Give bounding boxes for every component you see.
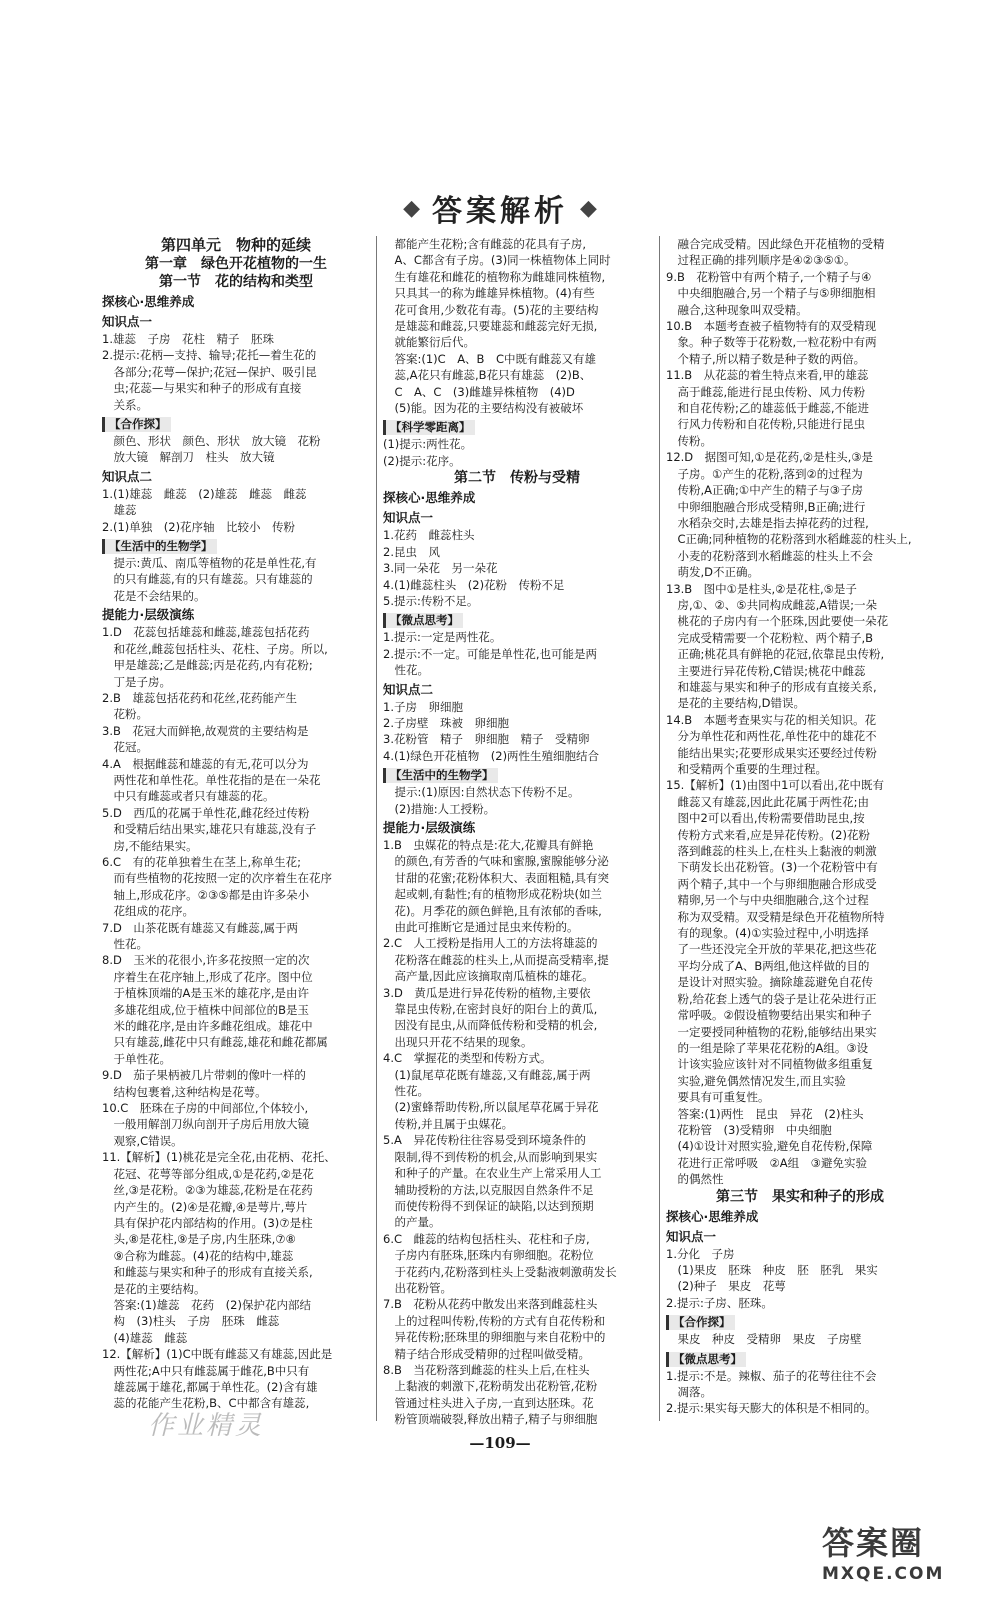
answer-line: 能结出果实;花要形成果实还要经过传粉: [666, 745, 877, 760]
answer-line: 花粉落在雌蕊的柱头上,从而提高受精率,提: [383, 952, 609, 967]
answer-line: 高产量,因此应该摘取南瓜植株的雄花。: [383, 969, 594, 984]
answer-line: 蕊,A花只有雌蕊,B花只有雄蕊 (2)B、: [383, 368, 592, 383]
answer-line: 10.C 胚珠在子房的中间部位,个体较小,: [102, 1101, 309, 1116]
section-heading: 第一节 花的结构和类型: [159, 274, 313, 290]
answer-line: 上的过程叫传粉,传粉的方式有自花传粉和: [383, 1313, 606, 1328]
answer-line: 1.雄蕊 子房 花柱 精子 胚珠: [102, 332, 274, 346]
section-heading: 第二节 传粉与受精: [454, 470, 580, 487]
answer-line: 和花丝,雌蕊包括柱头、花柱、子房。所以,: [102, 641, 328, 656]
answer-line: C A、C (3)雌雄异株植物 (4)D: [383, 384, 575, 399]
page-number: —109—: [469, 1434, 531, 1452]
answer-line: 传粉,并且属于虫媒花。: [383, 1116, 514, 1131]
answer-line: 答案:(1)两性 昆虫 异花 (2)柱头: [666, 1106, 864, 1121]
answer-line: 个精子,所以精子数是种子数的两倍。: [666, 351, 866, 366]
answer-line: 提示:黄瓜、南瓜等植物的花是单性花,有: [102, 556, 317, 571]
answer-line: 4.A 根据雌蕊和雄蕊的有无,花可以分为: [102, 756, 309, 771]
section-heading: 第三节 果实和种子的形成: [716, 1188, 884, 1205]
unit-heading: 第四单元 物种的延续: [160, 236, 311, 254]
answer-line: 子房。①产生的花粉,落到②的过程为: [666, 466, 863, 481]
answer-column-left: [102, 236, 370, 1426]
answer-line: 性花。: [383, 1084, 429, 1099]
answer-line: 两个精子,其中一个与卵细胞融合形成受: [666, 876, 877, 891]
answer-column-middle: [383, 236, 651, 1426]
answer-line: 丝,③是花粉。②③为雄蕊,花粉是在花药: [102, 1183, 313, 1198]
answer-line: 1.B 虫媒花的特点是:花大,花瓣具有鲜艳: [383, 837, 594, 852]
answer-line: 异花传粉;胚珠里的卵细胞与来自花粉中的: [383, 1330, 606, 1345]
answer-line: 计该实验应该针对不同植物做多组重复: [666, 1057, 873, 1072]
answer-line: 于花药内,花粉落到柱头上受黏液刺激萌发长: [383, 1264, 617, 1279]
answer-line: 1.分化 子房: [666, 1246, 735, 1261]
answer-line: 花冠、花萼等部分组成,①是花药,②是花: [102, 1166, 314, 1181]
answer-line: 头,⑧是花柱,⑨是子房,内生胚珠,⑦⑧: [102, 1232, 296, 1247]
answer-line: 1.花药 雌蕊柱头: [383, 528, 475, 543]
answer-line: 花是不会结果的。: [102, 588, 206, 603]
answer-line: 花粉管 (3)受精卵 中央细胞: [666, 1122, 832, 1137]
answer-line: 9.B 花粉管中有两个精子,一个精子与④: [666, 269, 872, 284]
answer-line: 的一组是除了苹果花花粉的A组。③设: [666, 1040, 869, 1055]
answer-line: 7.D 山茶花既有雄蕊又有雌蕊,属于两: [102, 920, 298, 935]
answer-line: 8.D 玉米的花很小,许多花按照一定的次: [102, 953, 310, 968]
answer-line: 构 (3)柱头 子房 胚珠 雌蕊: [102, 1314, 280, 1329]
answer-line: 甘甜的花蜜;花粉体积大、表面粗糙,具有突: [383, 870, 610, 885]
answer-line: 凋落。: [666, 1385, 712, 1399]
answer-line: 由此可推断它是通过昆虫来传粉的。: [383, 920, 579, 934]
answer-line: 性花。: [383, 663, 429, 678]
answer-line: 常呼吸。②假设植物要结出果实和种子: [666, 1008, 872, 1023]
answer-line: 生有雄花和雌花的植物称为雌雄同株植物,: [383, 269, 606, 284]
answer-line: 观察,C错误。: [102, 1133, 183, 1148]
answer-line: 传粉。: [666, 433, 712, 448]
answer-line: 和受精两个重要的生理过程。: [666, 762, 827, 776]
answer-line: (2)措施:人工授粉。: [383, 801, 496, 816]
answer-line: 3.B 花冠大而鲜艳,故观赏的主要结构是: [102, 723, 309, 738]
answer-line: 行风力传粉和自花传粉,只能进行昆虫: [666, 417, 866, 432]
subsection-heading: 知识点二: [102, 468, 153, 484]
answer-line: 平均分成了A、B两组,他这样做的目的: [666, 958, 870, 973]
answer-line: 2.子房壁 珠被 卵细胞: [383, 715, 509, 730]
answer-line: 因没有昆虫,从而降低传粉和受精的机会,: [383, 1018, 598, 1033]
answer-line: 花粉。: [102, 707, 148, 722]
section-tag: 【合作探】: [102, 417, 171, 432]
answer-line: 下萌发长出花粉管。(3)一个花粉管中有: [666, 860, 878, 875]
answer-line: 精卵,另一个与中央细胞融合,这个过程: [666, 893, 869, 908]
answer-line: 两性花和单性花。单性花指的是在一朵花: [102, 772, 321, 787]
answer-line: 融合,这种现象叫双受精。: [666, 302, 808, 317]
answer-line: 9.D 茄子果柄被几片带刺的像叶一样的: [102, 1068, 306, 1083]
answer-line: (4)①设计对照实验,避免自花传粉,保障: [666, 1139, 873, 1154]
answer-line: 和自花传粉;乙的雄蕊低于雌蕊,不能进: [666, 401, 870, 416]
answer-line: 果皮 种皮 受精卵 果皮 子房壁: [666, 1332, 862, 1347]
answer-line: 4.(1)雌蕊柱头 (2)花粉 传粉不足: [383, 577, 565, 592]
answer-line: 放大镜 解剖刀 柱头 放大镜: [102, 450, 275, 465]
section-tag: 【生活中的生物学】: [383, 768, 498, 783]
answer-line: 序着生在花序轴上,形成了花序。图中位: [102, 969, 313, 984]
answer-line: 具有保护花内部结构的作用。(3)⑦是柱: [102, 1215, 313, 1230]
answer-line: 3.花粉管 精子 卵细胞 精子 受精卵: [383, 732, 590, 747]
answer-line: 和种子的产量。在农业生产上常采用人工: [383, 1166, 602, 1181]
answer-line: 象。种子数等于花粉数,一粒花粉中有两: [666, 335, 877, 350]
answer-line: 高于雌蕊,能进行昆虫传粉、风力传粉: [666, 384, 866, 399]
subsection-heading: 知识点一: [383, 510, 434, 526]
answer-line: 而使传粉得不到保证的缺陷,以达到预期: [383, 1198, 594, 1213]
answer-line: 粉管顶端破裂,释放出精子,精子与卵细胞: [383, 1412, 598, 1426]
answer-line: 花组成的花序。: [102, 904, 194, 919]
answer-line: 各部分;花萼—保护;花冠—保护、吸引昆: [102, 364, 317, 379]
subsection-heading: 提能力·层级演练: [383, 819, 476, 835]
answer-line: 主要进行异花传粉,C错误;桃花中雌蕊: [666, 663, 866, 678]
answer-line: 一定要授同种植物的花粉,能够结出果实: [666, 1024, 877, 1039]
answer-line: 丁是子房。: [102, 674, 171, 689]
answer-line: 1.子房 卵细胞: [383, 699, 463, 714]
answer-line: 只有雄蕊,雌花中只有雌蕊,雄花和雌花都属: [102, 1035, 328, 1050]
answer-line: 2.C 人工授粉是指用人工的方法将雄蕊的: [383, 936, 598, 951]
answer-line: 内产生的。(2)④是花瓣,④是萼片,萼片: [102, 1199, 308, 1214]
answer-line: 房,①、②、⑤共同构成雌蕊,A错误;一朵: [666, 597, 877, 612]
answer-line: 只具其一的称为雌雄异株植物。(4)有些: [383, 286, 595, 301]
answer-line: 粉,给花套上透气的袋子是让花朵进行正: [666, 991, 877, 1006]
answer-line: 12.D 据图可知,①是花药,②是柱头,③是: [666, 450, 874, 465]
answer-line: 两性花;A中只有雌蕊属于雌花,B中只有: [102, 1363, 310, 1378]
answer-line: 于单性花。: [102, 1051, 171, 1066]
answer-line: 是雄蕊和雌蕊,只要雄蕊和雌蕊完好无损,: [383, 319, 598, 334]
answer-line: 答案:(1)雄蕊 花药 (2)保护花内部结: [102, 1297, 311, 1312]
subsection-heading: 探核心·思维养成: [666, 1208, 759, 1224]
answer-line: 的颜色,有芳香的气味和蜜腺,蜜腺能够分泌: [383, 854, 609, 869]
answer-line: 8.B 当花粉落到雌蕊的柱头上后,在柱头: [383, 1362, 590, 1377]
column-divider: [659, 236, 660, 1421]
answer-line: 7.B 花粉从花药中散发出来落到雌蕊柱头: [383, 1297, 598, 1312]
answer-line: 轴上,形成花序。②③⑤都是由许多朵小: [102, 887, 310, 902]
answer-line: 2.提示:不一定。可能是单性花,也可能是两: [383, 646, 598, 661]
section-tag: 【科学零距离】: [383, 420, 475, 435]
answer-line: 是设计对照实验。摘除雄蕊避免自花传: [666, 975, 873, 990]
answer-line: 花可食用,少数花有毒。(5)花的主要结构: [383, 302, 599, 317]
answer-line: 管通过柱头进入子房,一直到达胚珠。花: [383, 1395, 594, 1410]
section-tag: 【微点思考】: [383, 613, 463, 628]
section-tag: 【生活中的生物学】: [102, 539, 217, 554]
answer-line: 10.B 本题考查被子植物特有的双受精现: [666, 319, 877, 334]
answer-line: 关系。: [102, 397, 148, 412]
answer-line: (4)雄蕊 雌蕊: [102, 1330, 188, 1345]
answer-line: 要具有可重复性。: [666, 1090, 770, 1105]
answer-line: 的只有雌蕊,有的只有雄蕊。只有雄蕊的: [102, 572, 313, 587]
answer-line: 于植株顶端的A是玉米的雄花序,是由许: [102, 986, 310, 1001]
answer-line: 雌蕊又有雄蕊,因此此花属于两性花;由: [666, 794, 870, 809]
answer-line: 落到雌蕊的柱头上,在柱头上黏液的刺激: [666, 844, 877, 859]
answer-line: 6.C 有的花单独着生在茎上,称单生花;: [102, 854, 302, 869]
answer-line: 中只有雌蕊或者只有雄蕊的花。: [102, 789, 275, 804]
answer-line: 限制,得不到传粉的机会,从而影响到果实: [383, 1149, 598, 1164]
answer-line: 13.B 图中①是柱头,②是花柱,⑤是子: [666, 581, 857, 596]
answer-line: 6.C 雌蕊的结构包括柱头、花柱和子房,: [383, 1231, 590, 1246]
subsection-heading: 知识点一: [666, 1228, 717, 1244]
answer-line: 3.D 黄瓜是进行异花传粉的植物,主要依: [383, 985, 591, 1000]
watermark-text: 作业精灵: [148, 1411, 265, 1441]
answer-column-right: [666, 236, 934, 1426]
answer-line: (2)蜜蜂帮助传粉,所以鼠尾草花属于异花: [383, 1100, 599, 1115]
answer-line: 的偶然性: [666, 1172, 724, 1187]
answer-line: (5)能。因为花的主要结构没有被破坏: [383, 401, 584, 416]
diamond-decoration-icon: ◆: [403, 195, 420, 221]
section-tag: 【微点思考】: [666, 1352, 746, 1367]
answer-line: 2.(1)单独 (2)花序轴 比较小 传粉: [102, 519, 296, 534]
answer-line: 结构包裹着,这种结构是花萼。: [102, 1084, 267, 1099]
answer-line: 桃花的子房内有一个胚珠,因此要使一朵花: [666, 614, 889, 629]
answer-line: 3.同一朵花 另一朵花: [383, 561, 498, 576]
chapter-heading: 第一章 绿色开花植物的一生: [145, 256, 327, 272]
answer-line: 分为单性花和两性花,单性花中的雄花不: [666, 729, 877, 744]
answer-line: 小麦的花粉落到水稻雌蕊的柱头上不会: [666, 548, 873, 563]
answer-line: 上黏液的刺激下,花粉萌发出花粉管,花粉: [383, 1379, 598, 1394]
answer-line: 融合完成受精。因此绿色开花植物的受精: [666, 237, 885, 251]
answer-line: 15.【解析】(1)由图中1可以看出,花中既有: [666, 778, 885, 793]
answer-line: 实验,避免偶然情况发生,而且实验: [666, 1073, 846, 1088]
brand-logo-text: 答案圈: [822, 1524, 925, 1562]
answer-line: 1.提示:不是。辣椒、茄子的花萼往往不会: [666, 1368, 877, 1383]
answer-line: 2.提示:果实每天膨大的体积是不相同的。: [666, 1401, 877, 1416]
subsection-heading: 知识点二: [383, 681, 434, 697]
answer-line: (1)鼠尾草花既有雄蕊,又有雌蕊,属于两: [383, 1067, 591, 1082]
answer-line: 米的雌花序,是由许多雌花组成。雄花中: [102, 1019, 313, 1034]
answer-line: 都能产生花粉;含有雌蕊的花具有子房,: [383, 237, 587, 251]
answer-line: 提示:(1)原因:自然状态下传粉不足。: [383, 785, 580, 800]
subsection-heading: 提能力·层级演练: [102, 607, 195, 623]
diamond-decoration-icon: ◆: [580, 195, 597, 221]
brand-site-text: MXQE.COM: [822, 1564, 945, 1584]
answer-line: 蕊的花能产生花粉,B、C中都含有雄蕊,: [102, 1396, 310, 1411]
answer-line: 花冠。: [102, 740, 148, 755]
answer-line: 12.【解析】(1)C中既有雌蕊又有雄蕊,因此是: [102, 1347, 333, 1362]
subsection-heading: 探核心·思维养成: [383, 490, 476, 506]
answer-line: (1)提示:两性花。: [383, 437, 473, 452]
answer-line: (1)果皮 胚珠 种皮 胚 胚乳 果实: [666, 1262, 878, 1277]
answer-line: 精子结合形成受精卵的过程叫做受精。: [383, 1346, 590, 1361]
answer-line: 和雄蕊与果实和种子的形成有直接关系,: [666, 679, 877, 694]
answer-line: 2.提示:子房、胚珠。: [666, 1295, 773, 1310]
answer-line: 中卵细胞融合形成受精卵,B正确;进行: [666, 499, 866, 514]
answer-line: 了一些还没完全开放的苹果花,把这些花: [666, 942, 877, 957]
answer-line: 14.B 本题考查果实与花的相关知识。花: [666, 712, 877, 727]
answer-line: 雄蕊属于雄花,都属于单性花。(2)含有雄: [102, 1379, 318, 1394]
answer-line: 完成受精需要一个花粉粒、两个精子,B: [666, 630, 874, 645]
answer-line: 水稻杂交时,去雄是指去掉花药的过程,: [666, 515, 869, 530]
brand-watermark: [822, 1518, 972, 1588]
subsection-heading: 探核心·思维养成: [102, 294, 195, 309]
answer-line: 2.提示:花柄—支持、输导;花托—着生花的: [102, 348, 317, 363]
page-title: 答案解析: [432, 194, 568, 229]
answer-line: 出花粉管。: [383, 1280, 452, 1295]
answer-line: 是花的主要结构。: [102, 1281, 206, 1296]
answer-line: 2.B 雄蕊包括花药和花丝,花药能产生: [102, 690, 298, 705]
answer-line: 的产量。: [383, 1215, 441, 1230]
answer-line: 传粉方式来看,应是异花传粉。(2)花粉: [666, 827, 870, 842]
subsection-heading: 知识点一: [102, 314, 153, 329]
answer-line: C正确;同种植物的花粉落到水稻雌蕊的柱头上,: [666, 532, 912, 547]
answer-line: 虫;花蕊—与果实和种子的形成有直接: [102, 381, 302, 396]
answer-line: 传粉,A正确;①中产生的精子与③子房: [666, 483, 864, 498]
answer-line: 而有些植物的花按照一定的次序着生在花序: [102, 871, 332, 886]
answer-line: 靠昆虫传粉,在密封良好的阳台上的黄瓜,: [383, 1002, 598, 1017]
answer-line: 一般用解剖刀纵向剖开子房后用放大镜: [102, 1117, 309, 1132]
answer-line: 4.C 掌握花的类型和传粉方式。: [383, 1051, 552, 1066]
answer-line: 和受精后结出果实,雄花只有雄蕊,没有子: [102, 822, 317, 837]
answer-line: 1.提示:一定是两性花。: [383, 630, 502, 645]
answer-line: 中央细胞融合,另一个精子与⑤卵细胞相: [666, 286, 876, 301]
answer-line: 和雌蕊与果实和种子的形成有直接关系,: [102, 1265, 313, 1280]
answer-line: 4.(1)绿色开花植物 (2)两性生殖细胞结合: [383, 748, 600, 763]
answer-line: 2.昆虫 风: [383, 544, 440, 559]
answer-line: 颜色、形状 颜色、形状 放大镜 花粉: [102, 434, 321, 449]
section-tag: 【合作探】: [666, 1315, 735, 1330]
answer-line: 过程正确的排列顺序是④②③⑤①。: [666, 253, 856, 268]
answer-line: 有的现象。(4)①实验过程中,小明选择: [666, 926, 869, 941]
answer-line: 子房内有胚珠,胚珠内有卵细胞。花粉位: [383, 1248, 594, 1263]
answer-line: 答案:(1)C A、B C中既有雌蕊又有雄: [383, 351, 596, 366]
answer-line: 图中2可以看出,传粉需要借助昆虫,按: [666, 811, 865, 826]
answer-line: 多雄花组成,位于植株中间部位的B是玉: [102, 1002, 310, 1017]
answer-line: 称为双受精。双受精是绿色开花植物所特: [666, 909, 885, 924]
answer-line: 出现只开花不结果的现象。: [383, 1034, 533, 1049]
answer-line: 房,不能结果实。: [102, 838, 198, 853]
answer-line: ⑨合称为雌蕊。(4)花的结构中,雄蕊: [102, 1248, 294, 1263]
answer-line: 正确;桃花具有鲜艳的花冠,依靠昆虫传粉,: [666, 647, 885, 662]
answer-line: 花进行正常呼吸 ②A组 ③避免实验: [666, 1155, 867, 1170]
answer-line: 萌发,D不正确。: [666, 565, 760, 580]
answer-line: 起或刺,有黏性;有的植物形成花粉块(如兰: [383, 887, 603, 902]
answer-line: 花)。月季花的颜色鲜艳,且有浓郁的香味,: [383, 903, 602, 918]
answer-line: 辅助授粉的方法,以克服因自然条件不足: [383, 1182, 594, 1197]
column-divider: [376, 236, 377, 1421]
answer-line: 11.B 从花蕊的着生特点来看,甲的雄蕊: [666, 368, 869, 383]
answer-line: 5.A 异花传粉往往容易受到环境条件的: [383, 1133, 586, 1148]
answer-line: 是花的主要结构,D错误。: [666, 696, 806, 711]
answer-line: 1.D 花蕊包括雄蕊和雌蕊,雄蕊包括花药: [102, 625, 310, 640]
answer-line: 5.D 西瓜的花属于单性花,雌花经过传粉: [102, 805, 310, 820]
answer-line: A、C都含有子房。(3)同一株植物体上同时: [383, 253, 611, 268]
answer-line: 雄蕊: [102, 503, 137, 518]
answer-line: (2)种子 果皮 花萼: [666, 1279, 786, 1294]
answer-line: 11.【解析】(1)桃花是完全花,由花柄、花托、: [102, 1150, 336, 1165]
answer-line: 5.提示:传粉不足。: [383, 593, 479, 608]
answer-line: 就能繁衍后代。: [383, 335, 475, 350]
answer-line: (2)提示:花序。: [383, 453, 461, 468]
title-banner: [0, 188, 1000, 228]
answer-line: 1.(1)雄蕊 雌蕊 (2)雄蕊 雌蕊 雌蕊: [102, 486, 307, 501]
answer-line: 甲是雄蕊;乙是雌蕊;丙是花药,内有花粉;: [102, 658, 313, 673]
answer-line: 性花。: [102, 937, 148, 951]
